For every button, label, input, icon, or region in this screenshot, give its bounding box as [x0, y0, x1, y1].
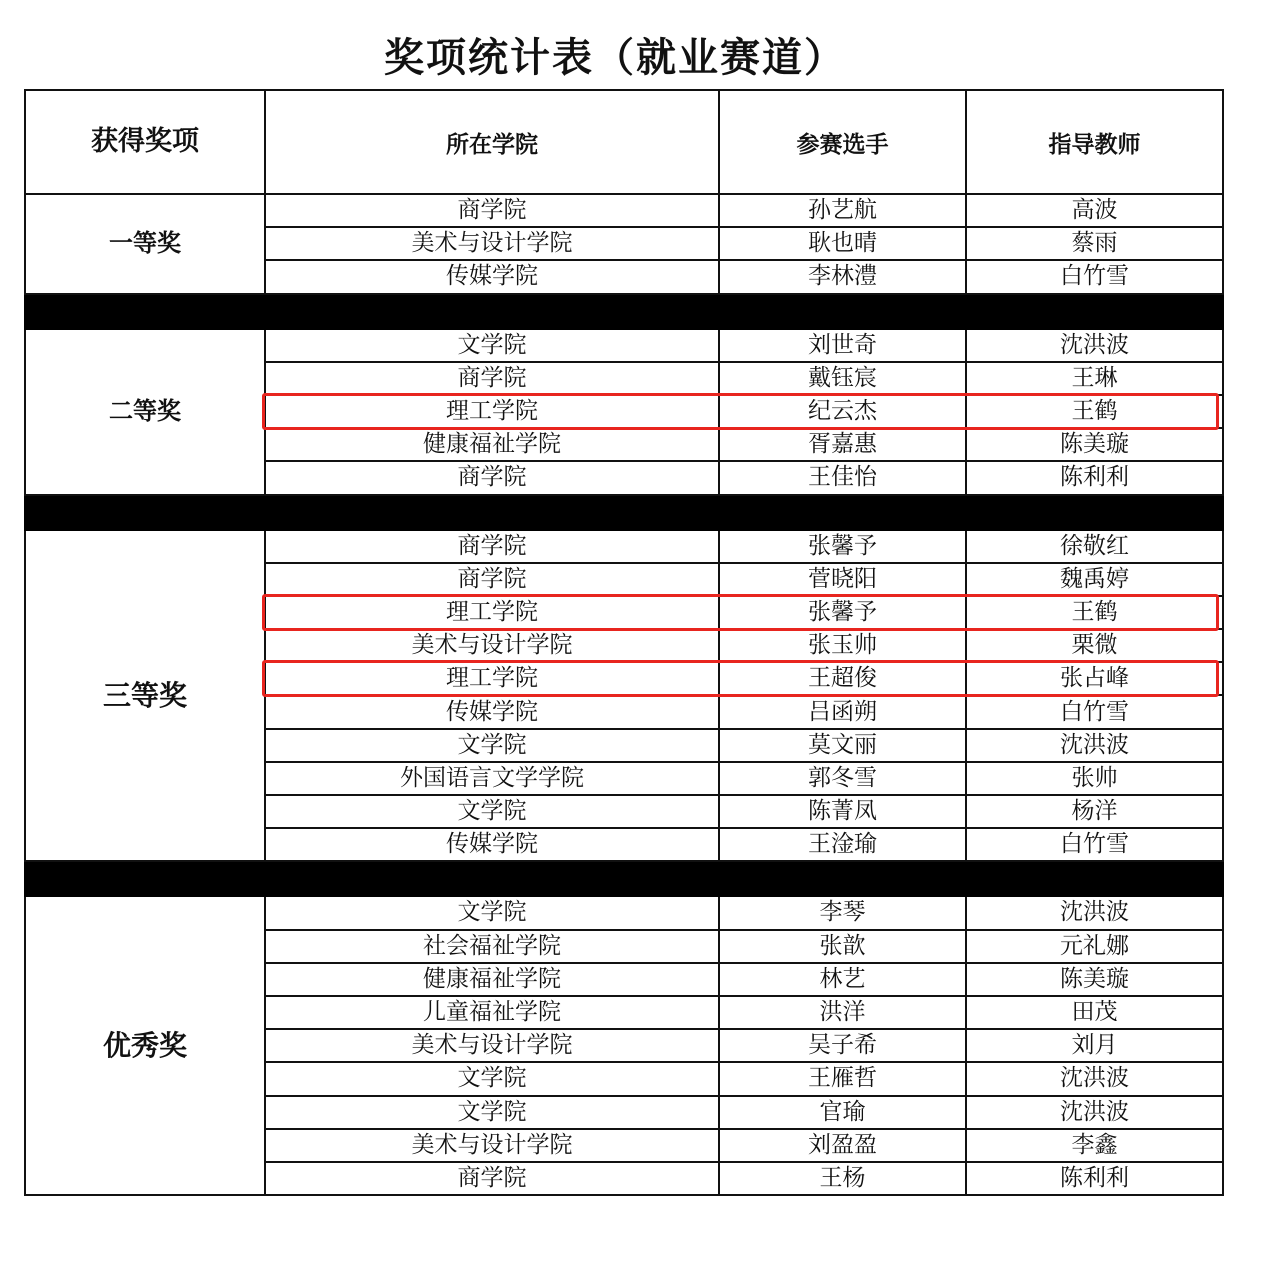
college-cell: 美术与设计学院	[265, 227, 719, 260]
college-cell: 传媒学院	[265, 695, 719, 728]
teacher-cell: 王鹤	[966, 395, 1223, 428]
section-separator	[25, 495, 1223, 530]
student-cell: 孙艺航	[719, 194, 966, 227]
college-cell: 理工学院	[265, 662, 719, 695]
college-cell: 美术与设计学院	[265, 629, 719, 662]
teacher-cell: 沈洪波	[966, 729, 1223, 762]
college-cell: 文学院	[265, 795, 719, 828]
award-cell: 三等奖	[25, 530, 265, 862]
header-student: 参赛选手	[719, 90, 966, 194]
award-cell: 二等奖	[25, 329, 265, 495]
teacher-cell: 沈洪波	[966, 329, 1223, 362]
teacher-cell: 李鑫	[966, 1129, 1223, 1162]
college-cell: 商学院	[265, 530, 719, 563]
student-cell: 刘世奇	[719, 329, 966, 362]
teacher-cell: 张帅	[966, 762, 1223, 795]
teacher-cell: 栗微	[966, 629, 1223, 662]
teacher-cell: 王鹤	[966, 596, 1223, 629]
student-cell: 张玉帅	[719, 629, 966, 662]
college-cell: 文学院	[265, 729, 719, 762]
college-cell: 健康福祉学院	[265, 428, 719, 461]
table-body	[25, 194, 1223, 1195]
college-cell: 健康福祉学院	[265, 963, 719, 996]
teacher-cell: 陈美璇	[966, 963, 1223, 996]
table-row	[25, 896, 1223, 929]
header-row	[25, 90, 1223, 194]
teacher-cell: 杨洋	[966, 795, 1223, 828]
teacher-cell: 高波	[966, 194, 1223, 227]
college-cell: 儿童福祉学院	[265, 996, 719, 1029]
student-cell: 王超俊	[719, 662, 966, 695]
college-cell: 商学院	[265, 194, 719, 227]
student-cell: 张馨予	[719, 530, 966, 563]
section-separator	[25, 861, 1223, 896]
college-cell: 文学院	[265, 329, 719, 362]
table-row	[25, 194, 1223, 227]
teacher-cell: 徐敬红	[966, 530, 1223, 563]
teacher-cell: 王琳	[966, 362, 1223, 395]
college-cell: 外国语言文学学院	[265, 762, 719, 795]
teacher-cell: 魏禹婷	[966, 563, 1223, 596]
table-row	[25, 530, 1223, 563]
student-cell: 李林澧	[719, 260, 966, 293]
student-cell: 莫文丽	[719, 729, 966, 762]
student-cell: 张馨予	[719, 596, 966, 629]
page-title: 奖项统计表（就业赛道）	[384, 35, 846, 81]
college-cell: 文学院	[265, 896, 719, 929]
college-cell: 文学院	[265, 1062, 719, 1095]
college-cell: 社会福祉学院	[265, 930, 719, 963]
college-cell: 美术与设计学院	[265, 1029, 719, 1062]
table-row	[25, 329, 1223, 362]
teacher-cell: 沈洪波	[966, 1096, 1223, 1129]
separator-bar	[25, 294, 1223, 329]
teacher-cell: 白竹雪	[966, 260, 1223, 293]
student-cell: 王佳怡	[719, 461, 966, 494]
teacher-cell: 田茂	[966, 996, 1223, 1029]
student-cell: 耿也晴	[719, 227, 966, 260]
header-award: 获得奖项	[25, 90, 265, 194]
student-cell: 戴钰宸	[719, 362, 966, 395]
college-cell: 商学院	[265, 563, 719, 596]
award-cell: 优秀奖	[25, 896, 265, 1195]
college-cell: 理工学院	[265, 395, 719, 428]
college-cell: 理工学院	[265, 596, 719, 629]
college-cell: 商学院	[265, 362, 719, 395]
student-cell: 王杨	[719, 1162, 966, 1195]
teacher-cell: 沈洪波	[966, 896, 1223, 929]
separator-bar	[25, 495, 1223, 530]
student-cell: 陈菁凤	[719, 795, 966, 828]
teacher-cell: 白竹雪	[966, 828, 1223, 861]
student-cell: 菅晓阳	[719, 563, 966, 596]
header-teacher: 指导教师	[966, 90, 1223, 194]
student-cell: 纪云杰	[719, 395, 966, 428]
teacher-cell: 陈利利	[966, 461, 1223, 494]
teacher-cell: 元礼娜	[966, 930, 1223, 963]
award-table	[24, 89, 1224, 1196]
teacher-cell: 陈美璇	[966, 428, 1223, 461]
student-cell: 吴子希	[719, 1029, 966, 1062]
student-cell: 刘盈盈	[719, 1129, 966, 1162]
teacher-cell: 沈洪波	[966, 1062, 1223, 1095]
teacher-cell: 陈利利	[966, 1162, 1223, 1195]
student-cell: 王雁哲	[719, 1062, 966, 1095]
teacher-cell: 张占峰	[966, 662, 1223, 695]
separator-bar	[25, 861, 1223, 896]
teacher-cell: 刘月	[966, 1029, 1223, 1062]
college-cell: 文学院	[265, 1096, 719, 1129]
section-separator	[25, 294, 1223, 329]
college-cell: 传媒学院	[265, 260, 719, 293]
student-cell: 张歆	[719, 930, 966, 963]
student-cell: 林艺	[719, 963, 966, 996]
student-cell: 李琴	[719, 896, 966, 929]
teacher-cell: 蔡雨	[966, 227, 1223, 260]
header-college: 所在学院	[265, 90, 719, 194]
student-cell: 官瑜	[719, 1096, 966, 1129]
award-cell: 一等奖	[25, 194, 265, 294]
student-cell: 吕函朔	[719, 695, 966, 728]
college-cell: 美术与设计学院	[265, 1129, 719, 1162]
teacher-cell: 白竹雪	[966, 695, 1223, 728]
college-cell: 传媒学院	[265, 828, 719, 861]
student-cell: 郭冬雪	[719, 762, 966, 795]
college-cell: 商学院	[265, 1162, 719, 1195]
student-cell: 洪洋	[719, 996, 966, 1029]
student-cell: 胥嘉惠	[719, 428, 966, 461]
student-cell: 王淦瑜	[719, 828, 966, 861]
college-cell: 商学院	[265, 461, 719, 494]
